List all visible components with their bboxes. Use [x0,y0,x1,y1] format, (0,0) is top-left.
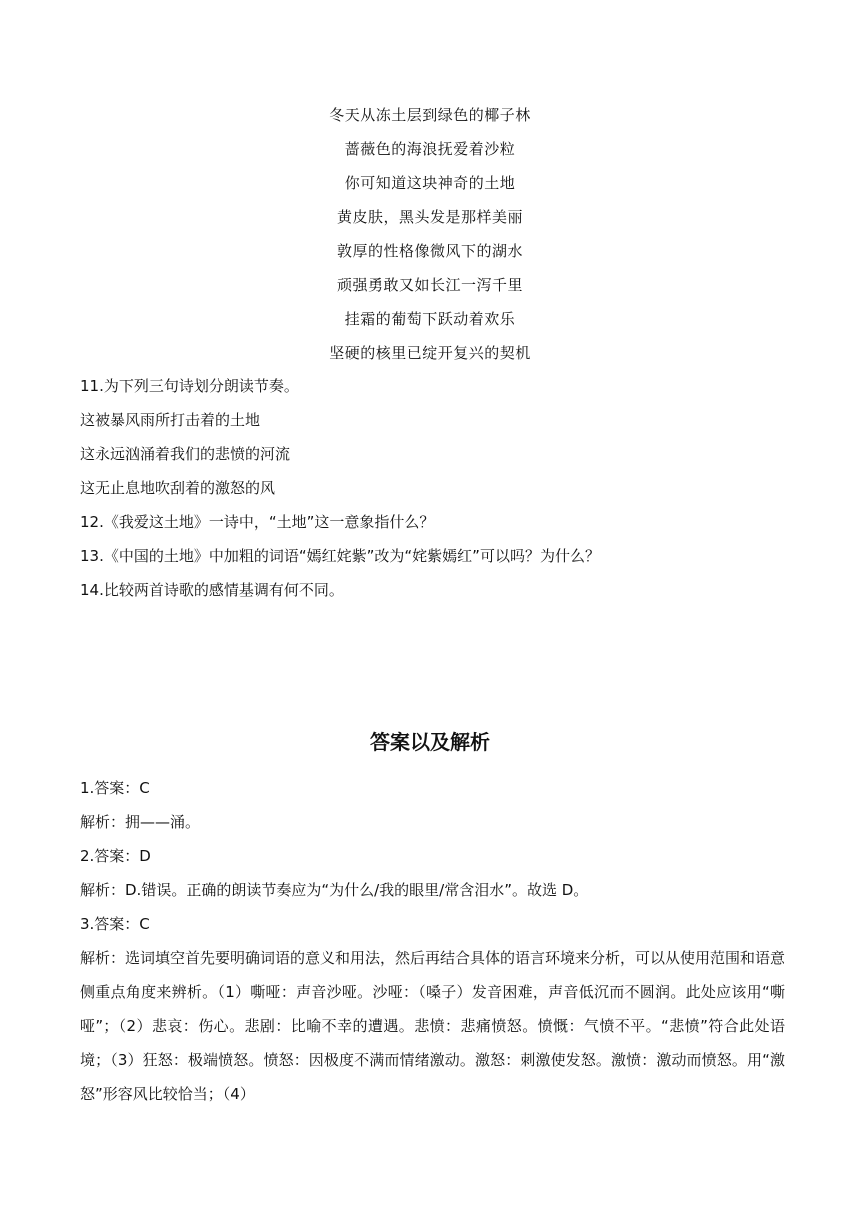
question-list [80,373,800,611]
poem-line: 你可知道这块神奇的土地 [344,174,516,192]
answer-list [80,775,785,1111]
analysis-2: 解析：D.错误。正确的朗读节奏应为“为什么/我的眼里/常含泪水”。故选 D。 [80,881,589,899]
question-13: 13.《中国的土地》中加粗的词语“嫣红姹紫”改为“姹紫嫣红”可以吗？为什么？ [80,547,600,565]
poem-line: 蔷薇色的海浪抚爱着沙粒 [344,140,516,158]
poem-line: 顽强勇敢又如长江一泻千里 [336,276,523,294]
analysis-3: 解析：选词填空首先要明确词语的意义和用法，然后再结合具体的语言环境来分析，可以从使用范围和语意侧重点角度来辨析。（1）嘶哑：声音沙哑。沙哑：（嗓子）发音困难，声音低沉而不圆润。此处应该用“嘶哑”；（2）悲哀：伤心。悲剧：比喻不幸的遭遇。悲愤：悲痛愤怒。愤慨：气愤不平。“悲愤”符合此处语境；（3）狂怒：极端愤怒。愤怒：因极度不满而情绪激动。激怒：刺激使发怒。激愤：激动而愤怒。用“激怒”形容风比较恰当；（4） [80,949,786,1103]
answer-2: 2.答案：D [80,847,151,865]
question-11-line-3: 这无止息地吹刮着的激怒的风 [80,479,276,497]
poem-line: 敦厚的性格像微风下的湖水 [336,242,523,260]
question-12: 12.《我爱这土地》一诗中，“土地”这一意象指什么？ [80,513,435,531]
analysis-1: 解析：拥——涌。 [80,813,201,831]
question-11: 11.为下列三句诗划分朗读节奏。 [80,377,299,395]
question-11-line-1: 这被暴风雨所打击着的土地 [80,411,261,429]
poem-line: 黄皮肤，黑头发是那样美丽 [336,208,523,226]
poem-line: 挂霜的葡萄下跃动着欢乐 [344,310,516,328]
answer-3: 3.答案：C [80,915,150,933]
answer-1: 1.答案：C [80,779,150,797]
question-11-line-2: 这永远汹涌着我们的悲愤的河流 [80,445,291,463]
poem-line: 冬天从冻土层到绿色的椰子林 [329,106,531,124]
poem-block [0,102,860,374]
answers-section-title: 答案以及解析 [370,730,490,754]
poem-line: 坚硬的核里已绽开复兴的契机 [329,344,531,362]
question-14: 14.比较两首诗歌的感情基调有何不同。 [80,581,344,599]
